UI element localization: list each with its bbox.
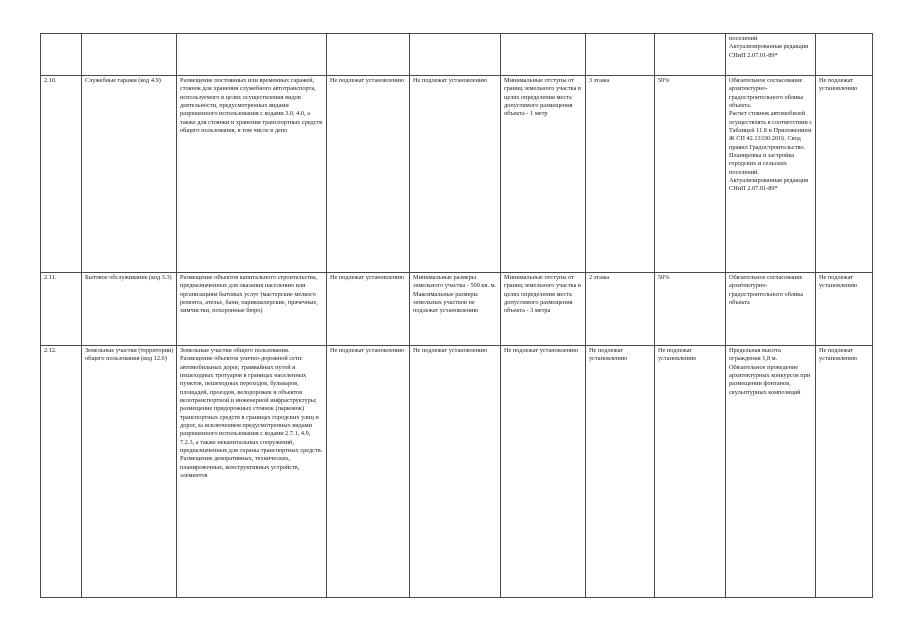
use-type-name: Земельные участки (территории) общего пользования (код 12.0) (82, 346, 177, 598)
plot-size-cell: Минимальные размеры земельного участка - 500 кв. м. Максимальные размеры земельных участков не подлежат установлению (410, 273, 501, 346)
table-row (41, 34, 873, 76)
row-number: 2.10. (41, 76, 82, 273)
use-description: Земельные участки общего пользования. Размещение объектов улично-дорожной сети: автомобильных дорог, трамвайных путей и пешеходных тротуаров в границах населенных пунктов, пешеходных переходов, бульваров, площадей, проездов, велодорожек и объектов велотранспортной и инженерной инфраструктуры; размещение придорожных стоянок (парковок) транспортных средств в границах городских улиц и дорог, за исключением предусмотренных видами разрешенного использования с кодами 2.7.1, 4.9, 7.2.3, а также некапитальных сооружений, предназначенных для охраны транспортных средств. Размещение декоративных, технических, планировочных, конструктивных устройств, элементов (177, 346, 327, 598)
conditions-cell: Обязательное согласование архитектурно-градостроительного облика объекта (726, 273, 816, 346)
use-description: Размещение постоянных или временных гаражей, стоянок для хранения служебного автотранспорта, используемого в целях осуществления видов деятельности, предусмотренных видами разрешенного использования с кодами 3.0, 4.0, а также для стоянки и хранения транспортных средств общего пользования, в том числе в депо (177, 76, 327, 273)
coverage-cell: Не подлежат установлению (655, 346, 726, 598)
restrictions-cell (816, 34, 873, 76)
use-type-name: Бытовое обслуживание (код 3.3) (82, 273, 177, 346)
row-number: 2.11. (41, 273, 82, 346)
use-type-name (82, 34, 177, 76)
table-row (41, 273, 873, 346)
coverage-cell: 50% (655, 273, 726, 346)
table-row (41, 76, 873, 273)
conditions-cell: поселений Актуализированная редакция СНиП 2.07.01-89* (726, 34, 816, 76)
plot-size-cell: Не подлежат установлению (410, 346, 501, 598)
coverage-cell: 50% (655, 76, 726, 273)
plot-size-cell: Не подлежат установлению (410, 76, 501, 273)
min-area-cell: Не подлежат установлению (327, 76, 410, 273)
conditions-cell: Обязательное согласование архитектурно-градостроительного облика объекта. Расчет стоянок автомобилей осуществлять в соответствии с Таблицей 11.8 и Приложением Ж СП 42.13330.2016. Свод правил Градостроительство. Планировка и застройка городских и сельских поселений. Актуализированная редакция СНиП 2.07.01-89* (726, 76, 816, 273)
restrictions-cell: Не подлежат установлению (816, 273, 873, 346)
min-area-cell: Не подлежат установлению (327, 346, 410, 598)
row-number: 2.12. (41, 346, 82, 598)
floors-cell (586, 34, 655, 76)
min-area-cell (327, 34, 410, 76)
row-number (41, 34, 82, 76)
use-type-name: Служебные гаражи (код 4.9) (82, 76, 177, 273)
use-description: Размещение объектов капитального строительства, предназначенных для оказания населению или организациям бытовых услуг (мастерские мелкого ремонта, ателье, бани, парикмахерские, прачечные, химчистки, похоронные бюро) (177, 273, 327, 346)
setbacks-cell: Минимальные отступы от границ земельного участка в целях определения места допустимого размещения объекта - 1 метр (501, 76, 586, 273)
coverage-cell (655, 34, 726, 76)
floors-cell: 2 этажа (586, 273, 655, 346)
conditions-cell: Предельная высота ограждения 1,8 м. Обязательное проведение архитектурных конкурсов при размещении фонтанов, скульптурных композиций (726, 346, 816, 598)
setbacks-cell: Не подлежат установлению (501, 346, 586, 598)
zoning-regulations-table (40, 33, 873, 598)
table-row (41, 346, 873, 598)
min-area-cell: Не подлежат установлению (327, 273, 410, 346)
floors-cell: 3 этажа (586, 76, 655, 273)
floors-cell: Не подлежат установлению (586, 346, 655, 598)
restrictions-cell: Не подлежат установлению (816, 76, 873, 273)
plot-size-cell (410, 34, 501, 76)
setbacks-cell (501, 34, 586, 76)
setbacks-cell: Минимальные отступы от границ земельного участка в целях определения места допустимого размещения объекта - 3 метра (501, 273, 586, 346)
use-description (177, 34, 327, 76)
restrictions-cell: Не подлежат установлению (816, 346, 873, 598)
